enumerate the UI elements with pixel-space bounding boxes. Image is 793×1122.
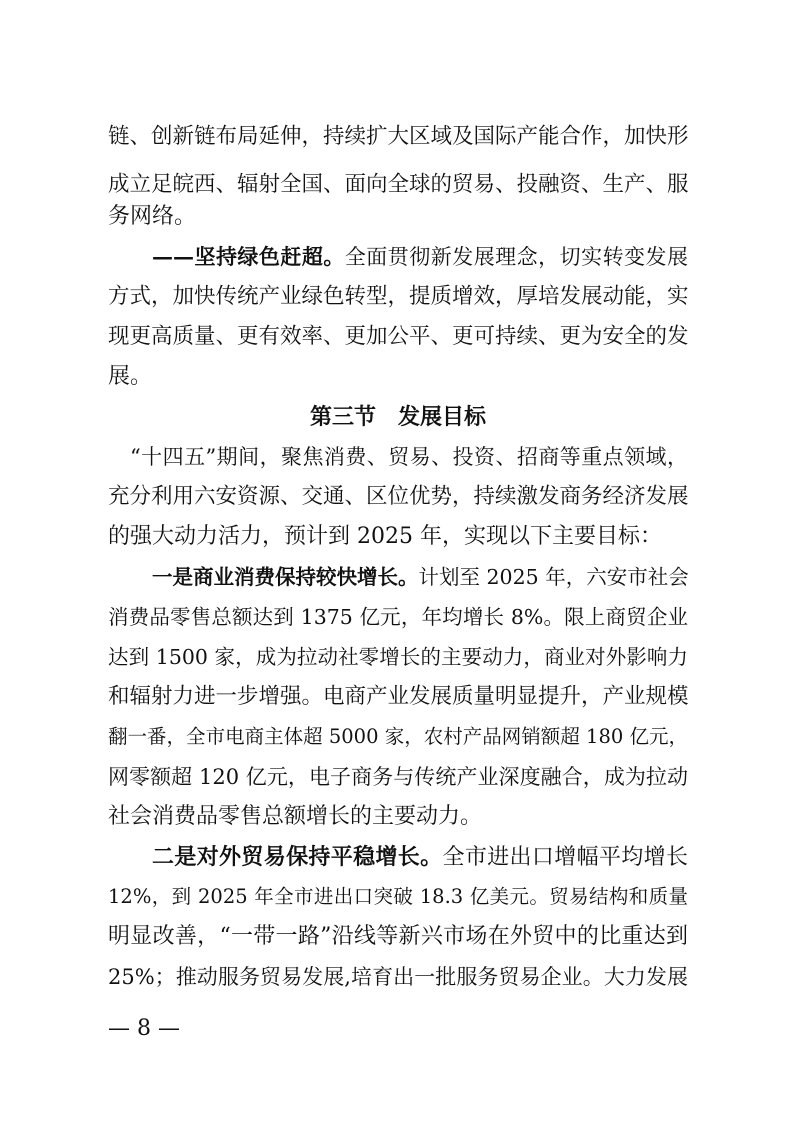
section-heading: 第三节 发展目标	[309, 404, 486, 430]
paragraph-line: 网零额超 120 亿元，电子商务与传统产业深度融合，成为拉动	[108, 765, 688, 789]
paragraph-line: 的强大动力活力，预计到 2025 年，实现以下主要目标：	[108, 524, 662, 549]
paragraph-line: 12%，到 2025 年全市进出口突破 18.3 亿美元。贸易结构和质量	[108, 885, 688, 908]
paragraph-line: 社会消费品零售总额增长的主要动力。	[108, 804, 483, 829]
bold-lead: 二是对外贸易保持平稳增长。	[152, 844, 443, 870]
paragraph-line: 和辐射力进一步增强。电商产业发展质量明显提升，产业规模	[108, 684, 689, 709]
paragraph-line: 现更高质量、更有效率、更加公平、更可持续、更为安全的发	[108, 324, 689, 349]
paragraph-text: 全面贯彻新发展理念，切实转变发展	[344, 245, 689, 269]
paragraph-text: 全市进出口增幅平均增长	[442, 845, 688, 870]
paragraph-line: 消费品零售总额达到 1375 亿元，年均增长 8%。限上商贸企业	[108, 605, 688, 629]
paragraph-line	[152, 842, 688, 872]
paragraph-line: 翻一番，全市电商主体超 5000 家，农村产品网销额超 180 亿元，	[108, 725, 688, 748]
paragraph-line: “十四五”期间，聚焦消费、贸易、投资、招商等重点领域，	[130, 445, 688, 469]
paragraph-line	[152, 562, 688, 592]
paragraph-line	[152, 242, 688, 272]
paragraph-line: 展。	[108, 364, 153, 389]
paragraph-line: 成立足皖西、辐射全国、面向全球的贸易、投融资、生产、服	[108, 172, 689, 197]
bold-lead: 一是商业消费保持较快增长。	[152, 565, 419, 589]
page-number: — 8 —	[108, 1016, 180, 1041]
paragraph-line: 达到 1500 家，成为拉动社零增长的主要动力，商业对外影响力	[108, 645, 688, 669]
paragraph-line: 方式，加快传统产业绿色转型，提质增效，厚培发展动能，实	[108, 284, 689, 309]
paragraph-line: 务网络。	[108, 204, 197, 229]
bold-lead: ——坚持绿色赶超。	[152, 244, 345, 269]
paragraph-text: 计划至 2025 年，六安市社会	[418, 565, 689, 589]
paragraph-line: 25%；推动服务贸易发展,培育出一批服务贸易企业。大力发展	[108, 965, 688, 989]
paragraph-line: 明显改善，“一带一路”沿线等新兴市场在外贸中的比重达到	[108, 924, 688, 949]
paragraph-line: 充分利用六安资源、交通、区位优势，持续激发商务经济发展	[108, 484, 689, 509]
paragraph-line: 链、创新链布局延伸，持续扩大区域及国际产能合作，加快形	[108, 124, 689, 149]
